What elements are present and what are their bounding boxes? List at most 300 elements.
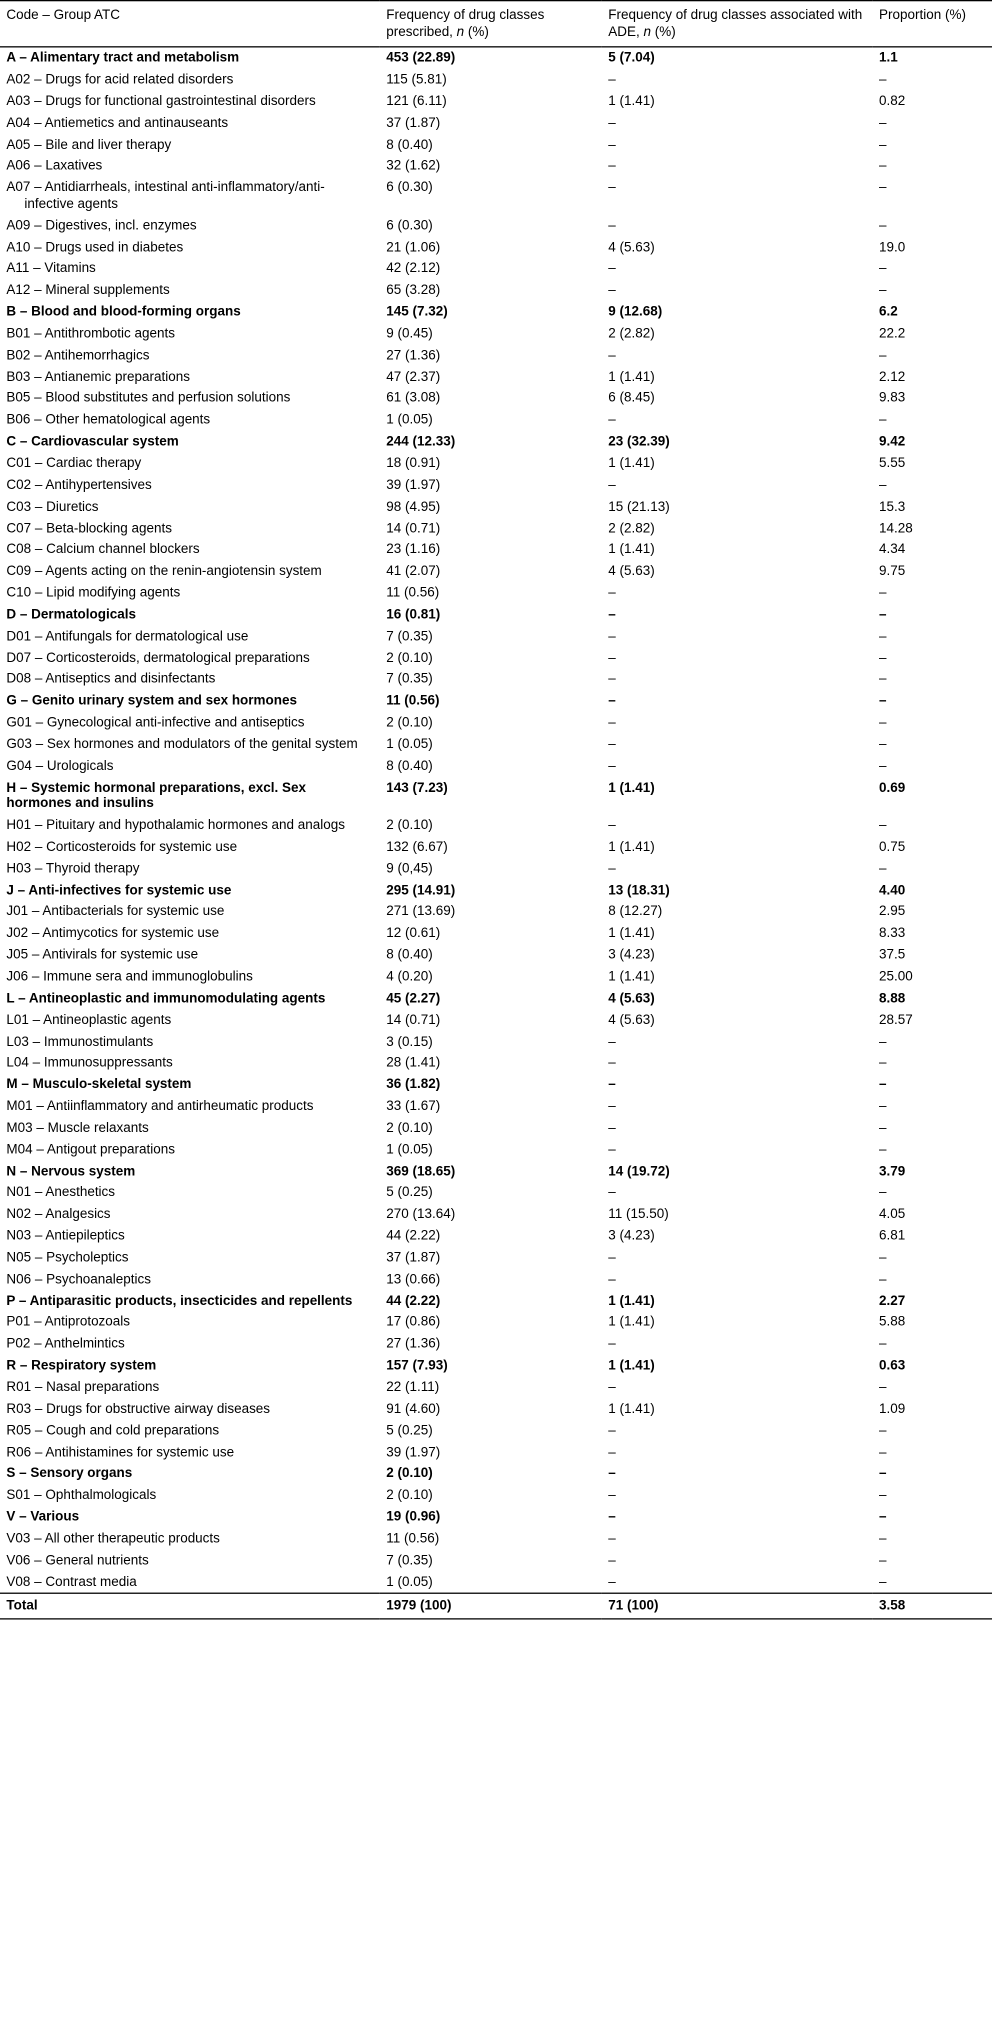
- table-row: [0, 1399, 992, 1421]
- cell-frequency-prescribed: 453 (22.89): [386, 50, 456, 66]
- cell-code-group: N – Nervous system: [6, 1163, 136, 1179]
- table-row: [0, 1139, 992, 1161]
- cell-frequency-ade: –: [608, 1076, 616, 1093]
- cell-frequency-prescribed: 1 (0.05): [386, 412, 433, 428]
- cell-code-group: B05 – Blood substitutes and perfusion solutions: [6, 390, 291, 407]
- table-row: [0, 1442, 992, 1464]
- table-row: [0, 669, 992, 691]
- cell-code-group: C03 – Diuretics: [6, 498, 99, 515]
- cell-proportion: –: [879, 585, 887, 601]
- cell-frequency-ade: –: [608, 1141, 616, 1158]
- cell-frequency-ade: –: [608, 217, 616, 234]
- cell-proportion: –: [879, 758, 887, 774]
- cell-proportion: –: [879, 1098, 887, 1114]
- cell-frequency-prescribed: 13 (0.66): [386, 1271, 441, 1287]
- cell-code-group: J05 – Antivirals for systemic use: [6, 947, 199, 963]
- cell-frequency-prescribed: 9 (0,45): [386, 860, 433, 877]
- cell-proportion: 0.82: [879, 93, 906, 109]
- table-row: [0, 518, 992, 540]
- cell-code-group: C10 – Lipid modifying agents: [6, 585, 181, 601]
- cell-proportion: –: [879, 650, 887, 666]
- cell-frequency-ade: –: [608, 1336, 616, 1352]
- cell-frequency-ade: –: [608, 1379, 616, 1395]
- cell-code-group: J – Anti-infectives for systemic use: [6, 882, 232, 898]
- cell-frequency-ade: 1 (1.41): [608, 541, 655, 558]
- group-row: [0, 988, 992, 1010]
- cell-frequency-ade: –: [608, 1487, 616, 1504]
- cell-frequency-ade: –: [608, 860, 616, 877]
- table-row: [0, 561, 992, 583]
- cell-code-group: S – Sensory organs: [6, 1466, 133, 1482]
- group-row: [0, 1074, 992, 1096]
- table-row: [0, 1226, 992, 1248]
- cell-proportion: 6.81: [879, 1228, 906, 1244]
- cell-frequency-ade: –: [608, 1033, 616, 1050]
- cell-frequency-ade: 1 (1.41): [608, 779, 655, 796]
- cell-frequency-ade: –: [608, 693, 616, 709]
- cell-frequency-prescribed: 2 (0.10): [386, 1466, 433, 1482]
- header-proportion: Proportion (%): [873, 1, 992, 47]
- cell-frequency-ade: –: [608, 585, 616, 601]
- cell-proportion: –: [879, 1509, 887, 1525]
- cell-proportion: –: [879, 1466, 887, 1482]
- cell-frequency-prescribed: 37 (1.87): [386, 115, 441, 131]
- cell-proportion: –: [879, 860, 887, 877]
- cell-proportion: –: [879, 1271, 887, 1287]
- cell-frequency-ade: –: [608, 115, 616, 131]
- cell-code-group: H02 – Corticosteroids for systemic use: [6, 839, 238, 855]
- cell-code-group: M03 – Muscle relaxants: [6, 1120, 149, 1136]
- table-row: [0, 815, 992, 837]
- group-row: [0, 431, 992, 453]
- cell-frequency-prescribed: 7 (0.35): [386, 671, 433, 688]
- cell-frequency-prescribed: 11 (0.56): [386, 1530, 440, 1547]
- cell-proportion: 0.69: [879, 779, 906, 796]
- cell-code-group: R – Respiratory system: [6, 1357, 157, 1374]
- cell-proportion: –: [879, 158, 887, 174]
- cell-frequency-ade: 13 (18.31): [608, 882, 670, 898]
- cell-proportion: 9.83: [879, 390, 906, 407]
- cell-frequency-ade: 4 (5.63): [608, 239, 655, 255]
- cell-proportion: 15.3: [879, 498, 906, 515]
- cell-frequency-ade: 1 (1.41): [608, 1357, 655, 1374]
- group-row: [0, 880, 992, 902]
- cell-frequency-prescribed: 44 (2.22): [386, 1293, 441, 1309]
- group-row: [0, 1355, 992, 1377]
- cell-frequency-ade: 6 (8.45): [608, 390, 655, 407]
- cell-frequency-prescribed: 47 (2.37): [386, 369, 441, 385]
- cell-frequency-ade: –: [608, 477, 616, 493]
- table-row: [0, 1204, 992, 1226]
- cell-code-group: A06 – Laxatives: [6, 158, 103, 174]
- cell-frequency-ade: 4 (5.63): [608, 1012, 655, 1028]
- cell-frequency-prescribed: 19 (0.96): [386, 1509, 441, 1525]
- table-row: [0, 1096, 992, 1118]
- cell-frequency-prescribed: 5 (0.25): [386, 1422, 433, 1439]
- cell-frequency-ade: –: [608, 628, 616, 644]
- cell-frequency-prescribed: 244 (12.33): [386, 433, 456, 450]
- table-row: [0, 1334, 992, 1356]
- cell-frequency-ade: –: [608, 347, 616, 363]
- table-row: [0, 156, 992, 178]
- cell-frequency-ade: –: [608, 650, 616, 666]
- cell-code-group: L01 – Antineoplastic agents: [6, 1012, 172, 1028]
- table-row: [0, 583, 992, 605]
- cell-proportion: 4.40: [879, 882, 906, 898]
- table-row: [0, 367, 992, 389]
- cell-proportion: 4.34: [879, 541, 906, 558]
- cell-frequency-ade: –: [608, 1422, 616, 1439]
- cell-proportion: 37.5: [879, 947, 906, 963]
- cell-frequency-ade: –: [608, 1185, 616, 1201]
- table-row: [0, 1010, 992, 1032]
- cell-frequency-ade: 1 (1.41): [608, 369, 655, 385]
- cell-frequency-prescribed: 42 (2.12): [386, 260, 441, 277]
- table-row: [0, 1377, 992, 1399]
- cell-frequency-ade: 3 (4.23): [608, 947, 655, 963]
- cell-frequency-prescribed: 2 (0.10): [386, 650, 433, 666]
- cell-frequency-ade: –: [608, 1055, 616, 1071]
- cell-code-group: B – Blood and blood-forming organs: [6, 304, 241, 320]
- cell-code-group: A02 – Drugs for acid related disorders: [6, 71, 234, 88]
- cell-proportion: –: [879, 1076, 887, 1093]
- table-row: [0, 258, 992, 280]
- cell-frequency-ade: 1 (1.41): [608, 455, 655, 471]
- cell-code-group: N05 – Psycholeptics: [6, 1249, 129, 1266]
- cell-code-group: H01 – Pituitary and hypothalamic hormones and analogs: [6, 817, 345, 833]
- cell-code-group: N01 – Anesthetics: [6, 1185, 116, 1201]
- cell-frequency-prescribed: 11 (0.56): [386, 585, 440, 601]
- cell-frequency-prescribed: 36 (1.82): [386, 1076, 441, 1093]
- cell-proportion: –: [879, 714, 887, 731]
- cell-frequency-prescribed: 270 (13.64): [386, 1206, 456, 1223]
- cell-code-group: D01 – Antifungals for dermatological use: [6, 628, 249, 644]
- cell-frequency-ade: 1 (1.41): [608, 93, 655, 109]
- table-row: [0, 69, 992, 91]
- cell-frequency-ade: 5 (7.04): [608, 50, 655, 66]
- cell-frequency-ade: –: [608, 412, 616, 428]
- cell-code-group: N06 – Psychoanaleptics: [6, 1271, 151, 1287]
- cell-code-group: A – Alimentary tract and metabolism: [6, 50, 240, 66]
- table-row: [0, 237, 992, 259]
- cell-frequency-prescribed: 11 (0.56): [386, 693, 440, 709]
- cell-frequency-ade: –: [608, 1552, 616, 1568]
- cell-frequency-ade: 4 (5.63): [608, 990, 655, 1006]
- cell-frequency-prescribed: 271 (13.69): [386, 904, 456, 920]
- cell-frequency-prescribed: 23 (1.16): [386, 541, 441, 558]
- cell-code-group: A10 – Drugs used in diabetes: [6, 239, 184, 255]
- cell-frequency-prescribed: 21 (1.06): [386, 239, 441, 255]
- cell-proportion: –: [879, 606, 887, 623]
- cell-code-group: C – Cardiovascular system: [6, 433, 179, 450]
- table-row: [0, 858, 992, 880]
- cell-proportion: 9.75: [879, 563, 906, 580]
- cell-frequency-ade: –: [608, 736, 616, 752]
- cell-frequency-prescribed: 8 (0.40): [386, 758, 433, 774]
- cell-proportion: –: [879, 1055, 887, 1071]
- cell-code-group: C01 – Cardiac therapy: [6, 455, 142, 471]
- cell-proportion: –: [879, 817, 887, 833]
- cell-frequency-ade: –: [608, 1249, 616, 1266]
- table-row: [0, 626, 992, 648]
- cell-proportion: 9.42: [879, 433, 906, 450]
- cell-code-group: H03 – Thyroid therapy: [6, 860, 140, 877]
- cell-code-group: C09 – Agents acting on the renin-angiotensin system: [6, 563, 322, 580]
- table-row: [0, 453, 992, 475]
- cell-proportion: 25.00: [879, 968, 913, 985]
- cell-frequency-prescribed: 6 (0.30): [386, 217, 433, 234]
- cell-code-group: D08 – Antiseptics and disinfectants: [6, 671, 216, 688]
- cell-frequency-prescribed: 39 (1.97): [386, 477, 441, 493]
- cell-proportion: 6.2: [879, 304, 898, 320]
- cell-frequency-ade: 4 (5.63): [608, 563, 655, 580]
- cell-code-group: B06 – Other hematological agents: [6, 412, 211, 428]
- cell-frequency-prescribed: 14 (0.71): [386, 520, 441, 536]
- cell-frequency-prescribed: 2 (0.10): [386, 1120, 433, 1136]
- cell-frequency-prescribed: 157 (7.93): [386, 1357, 448, 1374]
- cell-proportion: –: [879, 1379, 887, 1395]
- cell-proportion: 2.12: [879, 369, 906, 385]
- cell-frequency-ade: 2 (2.82): [608, 325, 655, 342]
- cell-frequency-ade: 14 (19.72): [608, 1163, 670, 1179]
- cell-proportion: –: [879, 179, 887, 196]
- cell-frequency-prescribed: 33 (1.67): [386, 1098, 441, 1114]
- cell-proportion: –: [879, 1120, 887, 1136]
- cell-code-group: G – Genito urinary system and sex hormones: [6, 693, 297, 709]
- group-row: [0, 1507, 992, 1529]
- cell-frequency-ade: –: [608, 1574, 616, 1590]
- cell-frequency-prescribed: 4 (0.20): [386, 968, 433, 985]
- cell-frequency-prescribed: 45 (2.27): [386, 990, 441, 1006]
- cell-proportion: –: [879, 693, 887, 709]
- cell-proportion: –: [879, 1552, 887, 1568]
- cell-frequency-ade: 1 (1.41): [608, 1401, 655, 1417]
- cell-frequency-ade: 11 (15.50): [608, 1206, 669, 1223]
- cell-frequency-prescribed: 7 (0.35): [386, 1552, 433, 1568]
- cell-proportion: –: [879, 1487, 887, 1504]
- header-row: [0, 1, 992, 47]
- table-row: [0, 1247, 992, 1269]
- table-row: [0, 945, 992, 967]
- table-row: [0, 837, 992, 859]
- cell-code-group: B03 – Antianemic preparations: [6, 369, 190, 385]
- cell-proportion: 1.1: [879, 50, 898, 66]
- table-row: [0, 280, 992, 302]
- cell-proportion: –: [879, 71, 887, 88]
- cell-proportion: –: [879, 1336, 887, 1352]
- cell-frequency-prescribed: 369 (18.65): [386, 1163, 456, 1179]
- header-frequency-prescribed: Frequency of drug classes prescribed, n (%): [380, 1, 602, 47]
- cell-frequency-prescribed: 8 (0.40): [386, 136, 433, 153]
- total-row: [0, 1594, 992, 1619]
- cell-frequency-prescribed: 98 (4.95): [386, 498, 441, 515]
- cell-proportion: –: [879, 628, 887, 644]
- table-row: [0, 648, 992, 670]
- table-body: [0, 47, 992, 1619]
- cell-frequency-prescribed: 145 (7.32): [386, 304, 448, 320]
- cell-code-group: A04 – Antiemetics and antinauseants: [6, 115, 229, 131]
- header-frequency-ade: Frequency of drug classes associated with ADE, n (%): [602, 1, 873, 47]
- cell-code-group: S01 – Ophthalmologicals: [6, 1487, 157, 1504]
- cell-proportion: 5.55: [879, 455, 906, 471]
- cell-code-group: J06 – Immune sera and immunoglobulins: [6, 968, 253, 985]
- cell-code-group: M – Musculo-skeletal system: [6, 1076, 192, 1093]
- cell-code-group: A11 – Vitamins: [6, 260, 96, 277]
- cell-frequency-prescribed: 9 (0.45): [386, 325, 433, 342]
- cell-frequency-prescribed: 8 (0.40): [386, 947, 433, 963]
- cell-code-group: A07 – Antidiarrheals, intestinal anti-inflammatory/anti-infective agents: [6, 179, 325, 212]
- table-row: [0, 1420, 992, 1442]
- cell-code-group: C08 – Calcium channel blockers: [6, 541, 200, 558]
- cell-frequency-prescribed: 32 (1.62): [386, 158, 441, 174]
- cell-proportion: 8.33: [879, 925, 906, 942]
- cell-frequency-prescribed: 22 (1.11): [386, 1379, 440, 1395]
- group-row: [0, 302, 992, 324]
- cell-code-group: N03 – Antiepileptics: [6, 1228, 125, 1244]
- group-row: [0, 691, 992, 713]
- cell-code-group: B01 – Antithrombotic agents: [6, 325, 175, 342]
- cell-code-group: A12 – Mineral supplements: [6, 282, 170, 299]
- cell-frequency-ade: 15 (21.13): [608, 498, 670, 515]
- cell-code-group: H – Systemic hormonal preparations, excl. Sex hormones and insulins: [6, 779, 306, 812]
- cell-frequency-prescribed: 14 (0.71): [386, 1012, 441, 1028]
- cell-frequency-ade: –: [608, 817, 616, 833]
- cell-frequency-ade: 1 (1.41): [608, 1293, 655, 1309]
- cell-frequency-ade: 3 (4.23): [608, 1228, 655, 1244]
- table-row: [0, 1118, 992, 1140]
- cell-proportion: 14.28: [879, 520, 913, 536]
- cell-frequency-prescribed: 2 (0.10): [386, 714, 433, 731]
- cell-proportion: 2.27: [879, 1293, 906, 1309]
- cell-code-group: P – Antiparasitic products, insecticides and repellents: [6, 1293, 353, 1309]
- cell-proportion: –: [879, 1033, 887, 1050]
- cell-proportion: –: [879, 412, 887, 428]
- cell-frequency-prescribed: 5 (0.25): [386, 1185, 433, 1201]
- cell-proportion: –: [879, 1141, 887, 1158]
- cell-frequency-ade: –: [608, 1509, 616, 1525]
- cell-code-group: C02 – Antihypertensives: [6, 477, 152, 493]
- cell-frequency-prescribed: 41 (2.07): [386, 563, 441, 580]
- cell-code-group: A03 – Drugs for functional gastrointestinal disorders: [6, 93, 316, 109]
- cell-proportion: 1.09: [879, 1401, 906, 1417]
- table-row: [0, 177, 992, 215]
- cell-proportion: –: [879, 115, 887, 131]
- cell-proportion: –: [879, 1574, 887, 1590]
- cell-frequency-prescribed: 44 (2.22): [386, 1228, 441, 1244]
- cell-code-group: B02 – Antihemorrhagics: [6, 347, 150, 363]
- cell-frequency-ade: –: [608, 282, 616, 299]
- cell-frequency-prescribed: 1979 (100): [380, 1594, 602, 1619]
- cell-frequency-prescribed: 1 (0.05): [386, 736, 433, 752]
- cell-frequency-ade: 23 (32.39): [608, 433, 670, 450]
- cell-code-group: J02 – Antimycotics for systemic use: [6, 925, 220, 942]
- table-row: [0, 1312, 992, 1334]
- table-row: [0, 712, 992, 734]
- cell-code-group: R01 – Nasal preparations: [6, 1379, 160, 1395]
- table-row: [0, 215, 992, 237]
- cell-proportion: 19.0: [879, 239, 906, 255]
- table-row: [0, 1031, 992, 1053]
- cell-proportion: 2.95: [879, 904, 906, 920]
- cell-frequency-prescribed: 115 (5.81): [386, 71, 447, 88]
- cell-proportion: –: [879, 477, 887, 493]
- cell-code-group: G03 – Sex hormones and modulators of the genital system: [6, 736, 358, 752]
- cell-frequency-ade: –: [608, 1466, 616, 1482]
- cell-proportion: –: [879, 671, 887, 688]
- table-row: [0, 1269, 992, 1291]
- cell-frequency-prescribed: 16 (0.81): [386, 606, 441, 623]
- cell-frequency-ade: –: [608, 260, 616, 277]
- cell-code-group: A09 – Digestives, incl. enzymes: [6, 217, 197, 234]
- cell-frequency-prescribed: 2 (0.10): [386, 817, 433, 833]
- table-row: [0, 496, 992, 518]
- cell-frequency-ade: 9 (12.68): [608, 304, 663, 320]
- cell-proportion: 8.88: [879, 990, 906, 1006]
- cell-proportion: 3.79: [879, 1163, 906, 1179]
- table-row: [0, 901, 992, 923]
- cell-frequency-prescribed: 3 (0.15): [386, 1033, 433, 1050]
- cell-proportion: –: [879, 1249, 887, 1266]
- group-row: [0, 1463, 992, 1485]
- cell-frequency-prescribed: 91 (4.60): [386, 1401, 441, 1417]
- table-row: [0, 113, 992, 135]
- cell-proportion: –: [879, 1444, 887, 1460]
- cell-frequency-prescribed: 37 (1.87): [386, 1249, 441, 1266]
- cell-frequency-prescribed: 1 (0.05): [386, 1141, 433, 1158]
- group-row: [0, 1161, 992, 1183]
- cell-code-group: M04 – Antigout preparations: [6, 1141, 175, 1158]
- cell-frequency-ade: –: [608, 136, 616, 153]
- cell-proportion: –: [879, 1530, 887, 1547]
- cell-frequency-ade: –: [608, 1120, 616, 1136]
- cell-proportion: –: [879, 347, 887, 363]
- header-code-group: Code – Group ATC: [0, 1, 380, 47]
- table-row: [0, 1528, 992, 1550]
- cell-proportion: 28.57: [879, 1012, 913, 1028]
- cell-frequency-ade: 1 (1.41): [608, 968, 655, 985]
- cell-frequency-ade: –: [608, 671, 616, 688]
- table-row: [0, 966, 992, 988]
- cell-frequency-prescribed: 65 (3.28): [386, 282, 441, 299]
- table-row: [0, 134, 992, 156]
- cell-code-group: R03 – Drugs for obstructive airway diseases: [6, 1401, 271, 1417]
- group-row: [0, 604, 992, 626]
- cell-frequency-prescribed: 7 (0.35): [386, 628, 433, 644]
- table-row: [0, 475, 992, 497]
- cell-frequency-prescribed: 1 (0.05): [386, 1574, 433, 1590]
- cell-frequency-prescribed: 39 (1.97): [386, 1444, 441, 1460]
- cell-frequency-ade: –: [608, 1098, 616, 1114]
- cell-proportion: –: [879, 260, 887, 277]
- cell-code-group: V08 – Contrast media: [6, 1574, 137, 1590]
- cell-code-group: V06 – General nutrients: [6, 1552, 149, 1568]
- cell-proportion: –: [879, 736, 887, 752]
- cell-frequency-ade: 1 (1.41): [608, 839, 655, 855]
- cell-frequency-ade: 1 (1.41): [608, 925, 655, 942]
- cell-code-group: Total: [0, 1594, 380, 1619]
- cell-frequency-prescribed: 28 (1.41): [386, 1055, 441, 1071]
- cell-code-group: G01 – Gynecological anti-infective and antiseptics: [6, 714, 305, 731]
- table-row: [0, 345, 992, 367]
- cell-code-group: G04 – Urologicals: [6, 758, 114, 774]
- cell-frequency-prescribed: 27 (1.36): [386, 1336, 441, 1352]
- cell-frequency-ade: –: [608, 606, 616, 623]
- cell-frequency-ade: –: [608, 1530, 616, 1547]
- cell-frequency-ade: 8 (12.27): [608, 904, 663, 920]
- cell-frequency-prescribed: 2 (0.10): [386, 1487, 433, 1504]
- cell-code-group: M01 – Antiinflammatory and antirheumatic products: [6, 1098, 314, 1114]
- table-row: [0, 539, 992, 561]
